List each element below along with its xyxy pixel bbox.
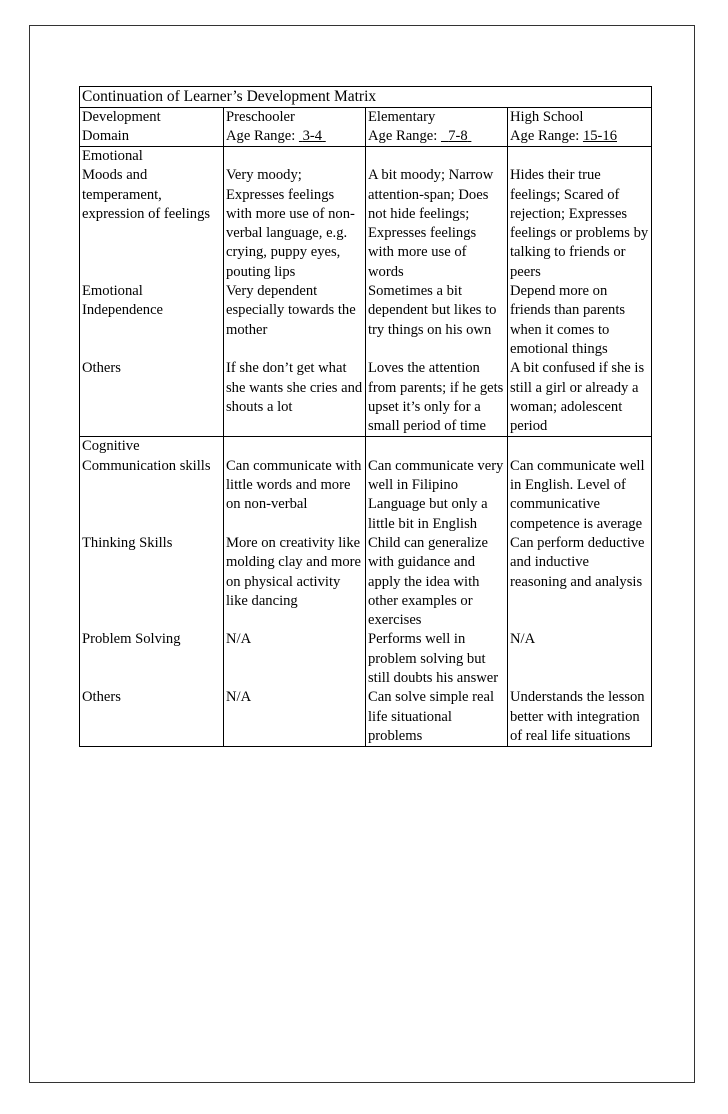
section-label-emotional: Emotional [80, 147, 224, 167]
header-highschool-range-value: 15-16 [582, 128, 618, 144]
table-header-row [80, 108, 652, 147]
header-highschool-title: High School [510, 109, 584, 125]
highschool-cell: Can communicate well in English. Level of communicative competence is average [508, 457, 652, 534]
elementary-cell: Performs well in problem solving but still doubts his answer [366, 630, 508, 688]
elementary-cell: Can communicate very well in Filipino Language but only a little bit in English [366, 457, 508, 534]
development-matrix-table [79, 86, 652, 747]
preschooler-cell: Very dependent especially towards the mother [224, 282, 366, 359]
elementary-cell: Sometimes a bit dependent but likes to try things on his own [366, 282, 508, 359]
preschooler-cell: N/A [224, 688, 366, 746]
highschool-cell: Understands the lesson better with integration of real life situations [508, 688, 652, 746]
header-elementary-title: Elementary [368, 109, 436, 125]
table-row [80, 457, 652, 534]
header-preschooler [224, 108, 366, 147]
preschooler-cell: Very moody; Expresses feelings with more use of non-verbal language, e.g. crying, puppy eyes, pouting lips [224, 166, 366, 282]
elementary-cell: A bit moody; Narrow attention-span; Does not hide feelings; Expresses feelings with more use of words [366, 166, 508, 282]
header-preschooler-range-value: 3-4 [302, 128, 323, 144]
header-domain [80, 108, 224, 147]
elementary-cell: Can solve simple real life situational problems [366, 688, 508, 746]
table-row [80, 688, 652, 746]
highschool-cell: Can perform deductive and inductive reasoning and analysis [508, 534, 652, 630]
section-heading-row [80, 147, 652, 167]
preschooler-cell: N/A [224, 630, 366, 688]
table-row [80, 534, 652, 630]
table-row [80, 166, 652, 282]
domain-cell: Thinking Skills [80, 534, 224, 630]
header-elementary-range-label: Age Range: [368, 128, 441, 144]
header-highschool-range-label: Age Range: [510, 128, 583, 144]
table-row [80, 359, 652, 437]
preschooler-cell: If she don’t get what she wants she cries and shouts a lot [224, 359, 366, 437]
header-elementary-range-value: 7-8 [448, 128, 468, 144]
highschool-cell: Depend more on friends than parents when it comes to emotional things [508, 282, 652, 359]
preschooler-cell: Can communicate with little words and more on non-verbal [224, 457, 366, 534]
header-preschooler-range-label: Age Range: [226, 128, 299, 144]
header-domain-line1: Development [82, 109, 161, 125]
domain-cell: Problem Solving [80, 630, 224, 688]
table-title: Continuation of Learner’s Development Matrix [80, 87, 652, 108]
header-highschool [508, 108, 652, 147]
table-title-row [80, 87, 652, 108]
domain-cell: Others [80, 688, 224, 746]
domain-cell: Others [80, 359, 224, 437]
domain-cell: Moods and temperament, expression of feelings [80, 166, 224, 282]
elementary-cell: Child can generalize with guidance and apply the idea with other examples or exercises [366, 534, 508, 630]
section-label-cognitive: Cognitive [80, 437, 224, 457]
highschool-cell: N/A [508, 630, 652, 688]
elementary-cell: Loves the attention from parents; if he gets upset it’s only for a small period of time [366, 359, 508, 437]
section-heading-row [80, 437, 652, 457]
highschool-cell: A bit confused if she is still a girl or already a woman; adolescent period [508, 359, 652, 437]
table-row [80, 282, 652, 359]
domain-cell: Emotional Independence [80, 282, 224, 359]
highschool-cell: Hides their true feelings; Scared of rejection; Expresses feelings or problems by talking to friends or peers [508, 166, 652, 282]
header-elementary [366, 108, 508, 147]
header-preschooler-title: Preschooler [226, 109, 295, 125]
table-row [80, 630, 652, 688]
preschooler-cell: More on creativity like molding clay and more on physical activity like dancing [224, 534, 366, 630]
domain-cell: Communication skills [80, 457, 224, 534]
header-domain-line2: Domain [82, 128, 130, 144]
